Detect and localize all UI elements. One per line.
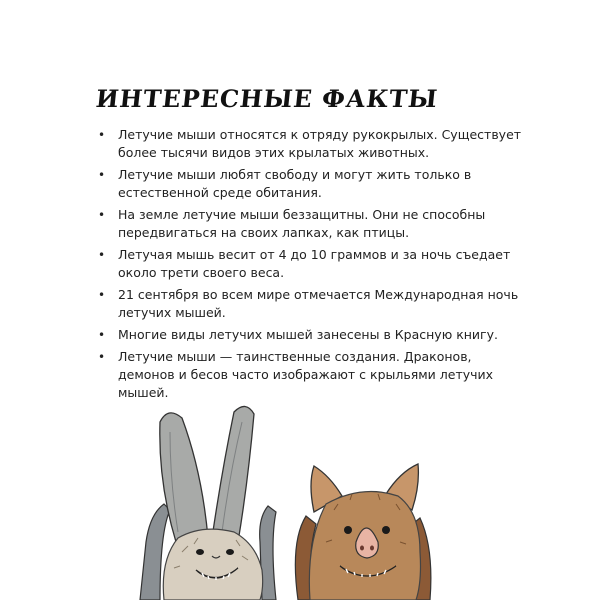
fact-text: 21 сентября во всем мире отмечается Международная ночь летучих мышей. <box>118 287 519 320</box>
right-bat-eye-right <box>382 526 390 534</box>
fact-text: Летучая мышь весит от 4 до 10 граммов и за ночь съедает около трети своего веса. <box>118 247 511 280</box>
fact-text: Летучие мыши любят свободу и могут жить только в естественной среде обитания. <box>118 167 472 200</box>
bullet-icon: • <box>98 128 106 142</box>
left-bat-eye-left <box>196 549 204 555</box>
bullet-icon: • <box>98 288 106 302</box>
bats-illustration <box>130 392 460 600</box>
fact-text: На земле летучие мыши беззащитны. Они не способны передвигаться на своих лапках, как птицы. <box>118 207 486 240</box>
fact-item <box>98 326 528 344</box>
fact-item <box>98 286 528 322</box>
left-bat-ear-right <box>212 406 254 542</box>
fact-item <box>98 206 528 242</box>
bullet-icon: • <box>98 328 106 342</box>
left-bat-ear-left <box>160 413 208 542</box>
right-bat-eye-left <box>344 526 352 534</box>
fact-item <box>98 166 528 202</box>
fact-text: Летучие мыши — таинственные создания. Драконов, демонов и бесов часто изображают с крыльями летучих мышей. <box>118 349 494 400</box>
page-heading: ИНТЕРЕСНЫЕ ФАКТЫ <box>94 84 440 113</box>
bullet-icon: • <box>98 168 106 182</box>
fact-text: Летучие мыши относятся к отряду рукокрылых. Существует более тысячи видов этих крылатых животных. <box>118 127 522 160</box>
fact-text: Многие виды летучих мышей занесены в Красную книгу. <box>118 327 498 342</box>
bullet-icon: • <box>98 350 106 364</box>
bullet-icon: • <box>98 248 106 262</box>
left-bat-eye-right <box>226 549 234 555</box>
right-bat-image <box>295 464 431 600</box>
left-bat-image <box>140 406 276 600</box>
left-bat-body <box>163 529 262 600</box>
fact-item <box>98 246 528 282</box>
bullet-icon: • <box>98 208 106 222</box>
facts-list <box>98 126 528 406</box>
fact-item <box>98 126 528 162</box>
